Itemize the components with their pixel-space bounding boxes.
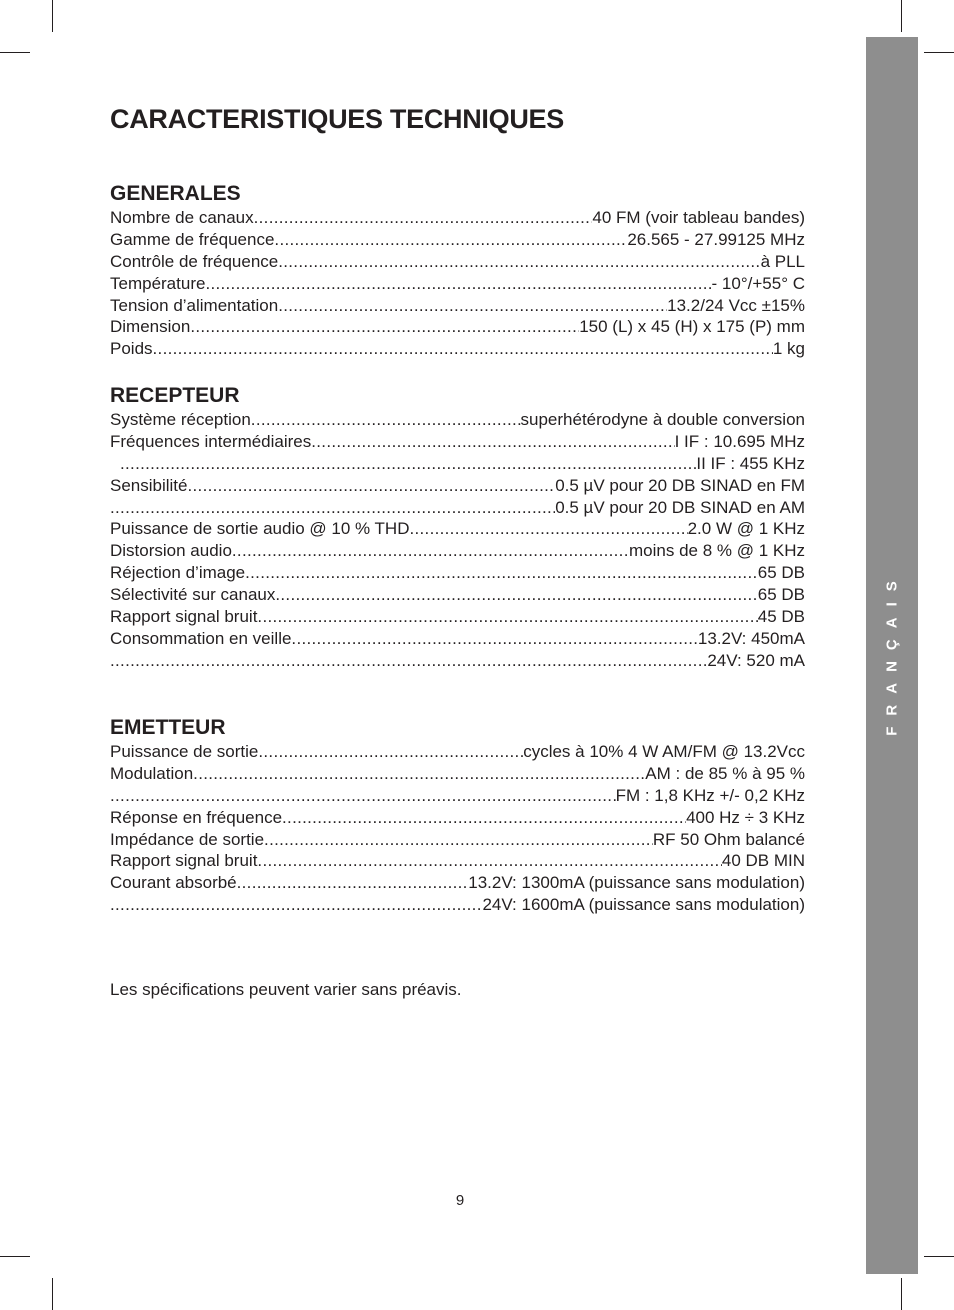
spec-row [110,338,805,360]
spec-label: Courant absorbé [110,873,237,893]
spec-row [110,540,805,562]
section-recepteur [110,383,805,672]
dot-leader [257,606,757,628]
spec-value: 13.2/24 Vcc ±15% [667,295,805,315]
spec-label: Sélectivité sur canaux [110,585,276,605]
spec-label: Modulation [110,763,194,783]
spec-row [110,475,805,497]
dot-leader [254,207,593,229]
crop-mark [52,0,53,32]
spec-label: Réponse en fréquence [110,807,283,827]
spec-value: 40 FM (voir tableau bandes) [592,208,805,227]
spec-row [110,431,805,453]
spec-row [110,872,805,894]
crop-mark [0,1256,30,1257]
spec-value: 150 (L) x 45 (H) x 175 (P) mm [579,317,805,337]
spec-label: Puissance de sortie audio @ 10 % THD [110,519,410,539]
crop-mark [924,1256,954,1257]
spec-value: RF 50 Ohm balancé [652,829,805,849]
dot-leader [190,316,579,338]
spec-row [110,606,805,628]
spec-label: Système réception [110,410,251,429]
crop-mark [901,0,902,32]
spec-label: Poids [110,339,153,359]
spec-row [110,850,805,872]
dot-leader [205,273,711,295]
spec-value: I IF : 10.695 MHz [674,431,805,451]
spec-label: Contrôle de fréquence [110,251,279,271]
spec-label: Rapport signal bruit [110,851,258,871]
spec-list [110,207,805,360]
spec-value: 24V: 520 mA [707,650,805,670]
spec-value: - 10°/+55° C [711,273,805,293]
spec-row [110,650,805,672]
spec-value: moins de 8 % @ 1 KHz [629,541,805,561]
page-title: CARACTERISTIQUES TECHNIQUES [110,104,564,134]
dot-leader [274,229,627,251]
dot-leader [120,453,696,475]
crop-mark [901,1278,902,1310]
dot-leader [110,497,555,519]
dot-leader [153,338,773,360]
dot-leader [110,785,616,807]
spec-label: Tension d’alimentation [110,295,279,315]
page-number: 9 [455,1192,465,1209]
crop-mark [924,52,954,53]
spec-list [110,741,805,916]
spec-row [110,409,805,431]
section-heading: EMETTEUR [110,716,226,739]
spec-value: 13.2V: 450mA [697,628,805,648]
spec-value: 26.565 - 27.99125 MHz [627,229,805,249]
spec-value: FM : 1,8 KHz +/- 0,2 KHz [615,785,805,805]
disclaimer-note: Les spécifications peuvent varier sans préavis. [110,980,462,999]
spec-value: 65 DB [757,563,805,583]
spec-label: Impédance de sortie [110,829,265,849]
dot-leader [409,518,687,540]
spec-value: 1 kg [772,339,805,359]
dot-leader [264,829,653,851]
section-emetteur [110,715,805,916]
spec-label: Température [110,273,206,293]
spec-row [110,295,805,317]
dot-leader [278,251,760,273]
spec-row [110,628,805,650]
spec-value: 13.2V: 1300mA (puissance sans modulation) [468,873,805,893]
spec-label: Distorsion audio [110,541,232,561]
dot-leader [258,741,523,763]
spec-row [110,785,805,807]
crop-mark [52,1278,53,1310]
section-heading: RECEPTEUR [110,384,240,407]
spec-value: 40 DB MIN [721,851,805,871]
spec-value: 65 DB [757,585,805,605]
spec-row [110,763,805,785]
spec-label: Dimension [110,317,191,337]
spec-row [110,741,805,763]
spec-value: superhétérodyne à double conversion [520,410,805,429]
spec-row [110,518,805,540]
dot-leader [275,584,757,606]
spec-value: 0.5 µV pour 20 DB SINAD en FM [555,475,805,495]
spec-value: 45 DB [757,607,805,627]
dot-leader [251,409,521,431]
spec-value: à PLL [760,251,805,271]
dot-leader [237,872,469,894]
dot-leader [311,431,674,453]
spec-row [110,562,805,584]
spec-row [110,229,805,251]
dot-leader [282,807,686,829]
spec-row [110,807,805,829]
dot-leader [188,475,556,497]
spec-row [110,453,805,475]
dot-leader [245,562,758,584]
dot-leader [232,540,629,562]
section-heading: GENERALES [110,182,241,205]
spec-list [110,409,805,672]
spec-value: 400 Hz ÷ 3 KHz [686,807,805,827]
spec-label: Puissance de sortie [110,742,259,761]
spec-value: 0.5 µV pour 20 DB SINAD en AM [555,497,805,517]
spec-label: Fréquences intermédiaires [110,431,312,451]
spec-row [110,894,805,916]
dot-leader [110,894,482,916]
spec-row [110,497,805,519]
spec-value: 2.0 W @ 1 KHz [687,519,805,539]
spec-label: Gamme de fréquence [110,229,275,249]
spec-value: II IF : 455 KHz [696,453,805,473]
spec-label: Rapport signal bruit [110,607,258,627]
spec-row [110,273,805,295]
spec-value: 24V: 1600mA (puissance sans modulation) [482,895,805,915]
dot-leader [193,763,645,785]
language-side-label: FRANÇAIS [883,570,901,736]
spec-row [110,316,805,338]
spec-value: cycles à 10% 4 W AM/FM @ 13.2Vcc [523,742,805,761]
dot-leader [291,628,697,650]
spec-row [110,207,805,229]
dot-leader [257,850,721,872]
spec-label: Réjection d’image [110,563,246,583]
dot-leader [110,650,707,672]
section-generales [110,181,805,360]
spec-label: Nombre de canaux [110,208,254,227]
spec-row [110,251,805,273]
spec-row [110,829,805,851]
dot-leader [278,295,667,317]
spec-label: Consommation en veille [110,628,292,648]
crop-mark [0,52,30,53]
spec-value: AM : de 85 % à 95 % [645,763,805,783]
spec-label: Sensibilité [110,475,188,495]
spec-row [110,584,805,606]
